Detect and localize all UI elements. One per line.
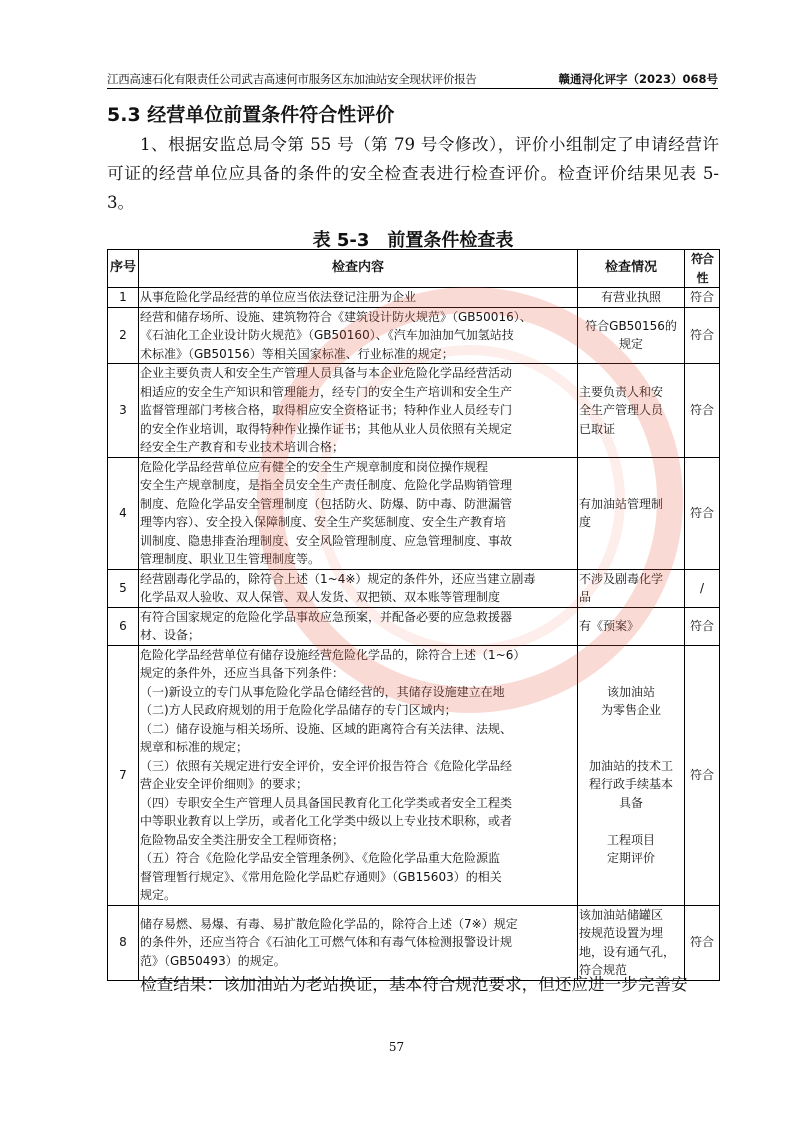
status-line: 该加油站 [606, 684, 655, 699]
row-result: 符合 [685, 288, 720, 308]
status-line: 不涉及剧毒化学 [579, 571, 664, 586]
content-line: 危险化学品经营单位有储存设施经营危险化学品的，除符合上述（1~6） [140, 647, 526, 662]
intro-paragraph: 1、根据安监总局令第 55 号（第 79 号令修改），评价小组制定了申请经营许可证的经营单位应具备的条件的安全检查表进行检查评价。检查评价结果见表 5-3。 [107, 135, 719, 212]
table-row [108, 364, 720, 458]
row-number: 8 [108, 905, 139, 980]
status-line [579, 812, 683, 831]
table-row [108, 645, 720, 905]
content-line: （一)新设立的专门从事危险化学品仓储经营的，其储存设施建立在地 [140, 684, 505, 699]
row-status [578, 307, 685, 364]
row-status [578, 905, 685, 980]
row-result: 符合 [685, 607, 720, 645]
content-line: 经安全生产教育和专业技术培训合格； [140, 440, 345, 454]
content-line: （三）依照有关规定进行安全评价，安全评价报告符合《危险化学品经 [140, 758, 513, 773]
content-line: 规章和标准的规定； [140, 740, 249, 754]
status-line: 有《预案》 [579, 618, 640, 633]
header-status: 检查情况 [578, 250, 685, 288]
check-table [107, 249, 720, 981]
content-line: 范》（GB50493）的规定。 [140, 953, 286, 968]
status-line: 符合GB50156的 [585, 318, 677, 333]
content-line: 安全生产规章制度，是指全员安全生产责任制度、危险化学品购销管理 [140, 478, 513, 492]
row-status [578, 569, 685, 607]
header-content: 检查内容 [139, 250, 578, 288]
header-result: 符合性 [685, 250, 720, 288]
content-line: 化学品双人验收、双人保管、双人发货、双把锁、双本账等管理制度 [140, 590, 501, 604]
content-line: 理等内容）、安全投入保障制度、安全生产奖惩制度、安全生产教育培 [140, 515, 507, 529]
row-content [139, 307, 578, 364]
status-line: 加油站的技术工 [588, 758, 673, 773]
status-line: 符合规范 [579, 963, 628, 977]
row-status [578, 457, 685, 569]
content-line: 制度、危险化学品安全管理制度（包括防火、防爆、防中毒、防泄漏管 [140, 496, 513, 511]
status-line: 工程项目 [606, 832, 655, 847]
status-line: 具备 [618, 795, 643, 810]
row-content [139, 288, 578, 308]
status-line [579, 738, 683, 757]
table-row [108, 307, 720, 364]
content-line: （二)方人民政府规划的用于危险化学品储存的专门区域内； [140, 703, 457, 717]
status-line: 地，设有通气孔， [579, 944, 676, 959]
content-line: 管理制度、职业卫生管理制度等。 [140, 552, 321, 566]
content-line: （二）储存设施与相关场所、设施、区域的距离符合有关法律、法规、 [140, 721, 513, 736]
status-line: 为零售企业 [600, 703, 661, 717]
status-line: 规定 [618, 337, 643, 352]
row-result: 符合 [685, 457, 720, 569]
status-line: 有加油站管理制 [579, 496, 664, 511]
content-line: 规定的条件外，还应当具备下列条件： [140, 666, 345, 680]
content-line: 有符合国家规定的危险化学品事故应急预案，并配备必要的应急救援器 [140, 609, 513, 624]
content-line: 危险物品安全类注册安全工程师资格； [140, 832, 345, 847]
content-line: 企业主要负责人和安全生产管理人员具备与本企业危险化学品经营活动 [140, 366, 513, 380]
status-line: 度 [579, 515, 592, 529]
page-header [107, 70, 718, 89]
table-row [108, 457, 720, 569]
table-row [108, 905, 720, 980]
row-status [578, 288, 685, 308]
table-row [108, 569, 720, 607]
row-status [578, 645, 685, 905]
content-line: 督管理暂行规定》、《常用危险化学品贮存通则》（GB15603）的相关 [140, 869, 502, 884]
check-result-text: 检查结果：该加油站为老站换证，基本符合规范要求，但还应进一步完善安 [140, 975, 688, 994]
status-line: 定期评价 [606, 851, 655, 865]
status-line: 主要负责人和安 [579, 384, 664, 399]
report-title: 江西高速石化有限责任公司武吉高速何市服务区东加油站安全现状评价报告 [107, 72, 477, 86]
status-line: 该加油站储罐区 [579, 907, 664, 922]
row-content [139, 645, 578, 905]
content-line: 《石油化工企业设计防火规范》（GB50160）、《汽车加油加气加氢站技 [140, 328, 514, 342]
row-result: 符合 [685, 364, 720, 458]
content-line: 的安全作业培训，取得特种作业操作证书；其他从业人员依照有关规定 [140, 421, 513, 436]
status-line: 全生产管理人员 [579, 403, 664, 417]
row-status [578, 607, 685, 645]
row-result: 符合 [685, 307, 720, 364]
row-number: 1 [108, 288, 139, 308]
content-line: 危险化学品经营单位应有健全的安全生产规章制度和岗位操作规程 [140, 459, 489, 474]
row-content [139, 607, 578, 645]
section-title: 5.3 经营单位前置条件符合性评价 [107, 104, 395, 126]
row-number: 6 [108, 607, 139, 645]
table-row [108, 607, 720, 645]
header-num: 序号 [108, 250, 139, 288]
row-result: / [685, 569, 720, 607]
row-number: 5 [108, 569, 139, 607]
content-line: 监督管理部门考核合格，取得相应安全资格证书；特种作业人员经专门 [140, 403, 513, 417]
content-line: 储存易燃、易爆、有毒、易扩散危险化学品的，除符合上述（7※）规定 [140, 916, 518, 931]
status-line: 品 [579, 590, 592, 604]
content-line: 从事危险化学品经营的单位应当依法登记注册为企业 [140, 290, 417, 304]
row-content [139, 905, 578, 980]
content-line: 的条件外，还应当符合《石油化工可燃气体和有毒气体检测报警设计规 [140, 935, 513, 950]
row-content [139, 569, 578, 607]
content-line: 规定。 [140, 888, 177, 902]
content-line: 材、设备； [140, 628, 201, 642]
content-line: 经营和储存场所、设施、建筑物符合《建筑设计防火规范》（GB50016）、 [140, 309, 532, 324]
row-result: 符合 [685, 645, 720, 905]
table-row [108, 288, 720, 308]
content-line: 训制度、隐患排查治理制度、安全风险管理制度、应急管理制度、事故 [140, 533, 513, 548]
row-status [578, 364, 685, 458]
row-content [139, 457, 578, 569]
content-line: 经营剧毒化学品的，除符合上述（1~4※）规定的条件外，还应当建立剧毒 [140, 571, 536, 586]
status-line: 按规范设置为埋 [579, 926, 664, 940]
row-number: 7 [108, 645, 139, 905]
status-line [579, 720, 683, 739]
table-body [108, 288, 720, 981]
row-number: 4 [108, 457, 139, 569]
content-line: （五）符合《危险化学品安全管理条例》、《危险化学品重大危险源监 [140, 851, 501, 865]
content-line: 营企业安全评价细则》的要求； [140, 777, 309, 791]
report-number: 赣通浔化评字（2023）068号 [558, 72, 718, 86]
content-line: 中等职业教育以上学历，或者化工化学类中级以上专业技术职称，或者 [140, 814, 513, 828]
row-result: 符合 [685, 905, 720, 980]
content-line: （四）专职安全生产管理人员具备国民教育化工化学类或者安全工程类 [140, 795, 513, 810]
status-line: 程行政手续基本 [588, 777, 673, 791]
row-number: 2 [108, 307, 139, 364]
content-line: 术标准》（GB50156）等相关国家标准、行业标准的规定； [140, 346, 454, 361]
table-caption: 表 5-3 前置条件检查表 [312, 230, 514, 251]
row-content [139, 364, 578, 458]
status-line: 有营业执照 [600, 290, 661, 304]
status-line: 已取证 [579, 421, 616, 436]
row-number: 3 [108, 364, 139, 458]
page-number: 57 [388, 1040, 405, 1054]
table-header-row [108, 250, 720, 288]
content-line: 相适应的安全生产知识和管理能力，经专门的安全生产培训和安全生产 [140, 384, 513, 399]
